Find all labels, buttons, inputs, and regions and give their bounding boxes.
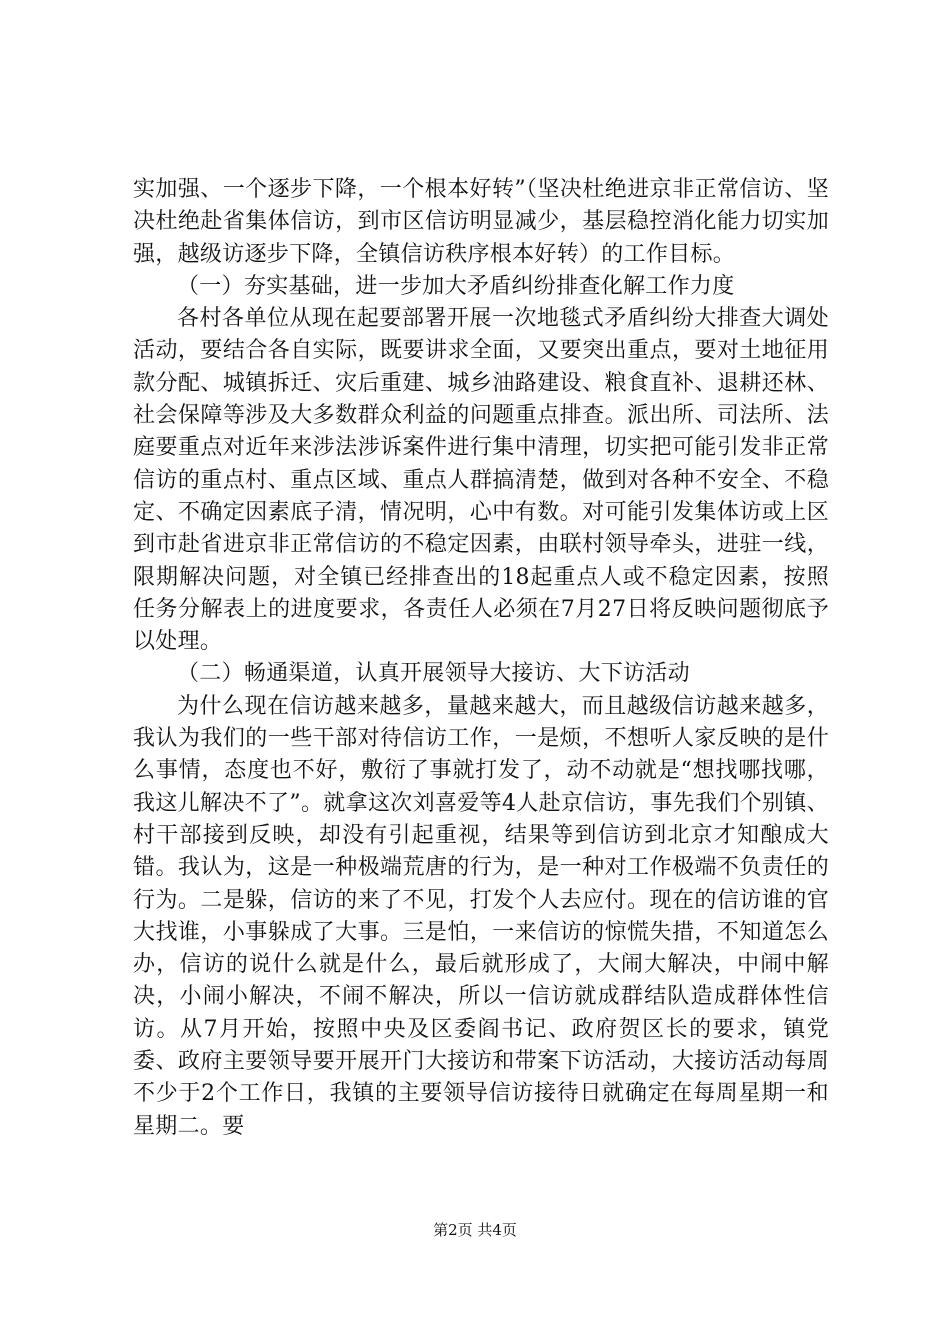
paragraph-section-1-body: 各村各单位从现在起要部署开展一次地毯式矛盾纠纷大排查大调处活动，要结合各自实际，既要讲求全面，又要突出重点，要对土地征用款分配、城镇拆迁、灾后重建、城乡油路建设、粮食直补、退耕还林、社会保障等涉及大多数群众利益的问题重点排查。派出所、司法所、法庭要重点对近年来涉法涉诉案件进行集中清理，切实把可能引发非正常信访的重点村、重点区域、重点人群搞清楚，做到对各种不安全、不稳定、不确定因素底子清，情况明，心中有数。对可能引发集体访或上区到市赴省进京非正常信访的不稳定因素，由联村领导牵头，进驻一线，限期解决问题，对全镇已经排查出的18起重点人或不稳定因素，按照任务分解表上的进度要求，各责任人必须在7月27日将反映问题彻底予以处理。	[133, 306, 829, 655]
section-heading-1: （一）夯实基础，进一步加大矛盾纠纷排查化解工作力度	[177, 273, 735, 299]
page-number-footer: 第2页 共4页	[433, 1221, 517, 1239]
paragraph-section-2-body: 为什么现在信访越来越多，量越来越大，而且越级信访越来越多，我认为我们的一些干部对待信访工作，一是烦，不想听人家反映的是什么事情，态度也不好，敷衍了事就打发了，动不动就是“想找哪找哪，我这儿解决不了”。就拿这次刘喜爱等4人赴京信访，事先我们个别镇、村干部接到反映，却没有引起重视，结果等到信访到北京才知酿成大错。我认为，这是一种极端荒唐的行为，是一种对工作极端不负责任的行为。二是躲，信访的来了不见，打发个人去应付。现在的信访谁的官大找谁，小事躲成了大事。三是怕，一来信访的惊慌失措，不知道怎么办，信访的说什么就是什么，最后就形成了，大闹大解决，中闹中解决，小闹小解决，不闹不解决，所以一信访就成群结队造成群体性信访。从7月开始，按照中央及区委阎书记、政府贺区长的要求，镇党委、政府主要领导要开展开门大接访和带案下访活动，大接访活动每周不少于2个工作日，我镇的主要领导信访接待日就确定在每周星期一和星期二。要	[133, 693, 829, 1139]
section-heading-2: （二）畅通渠道，认真开展领导大接访、大下访活动	[177, 661, 690, 687]
document-body	[133, 174, 829, 1143]
paragraph-intro-continuation: 实加强、一个逐步下降，一个根本好转”（坚决杜绝进京非正常信访、坚决杜绝赴省集体信访，到市区信访明显减少，基层稳控消化能力切实加强，越级访逐步下降，全镇信访秩序根本好转）的工作目标。	[133, 177, 829, 267]
